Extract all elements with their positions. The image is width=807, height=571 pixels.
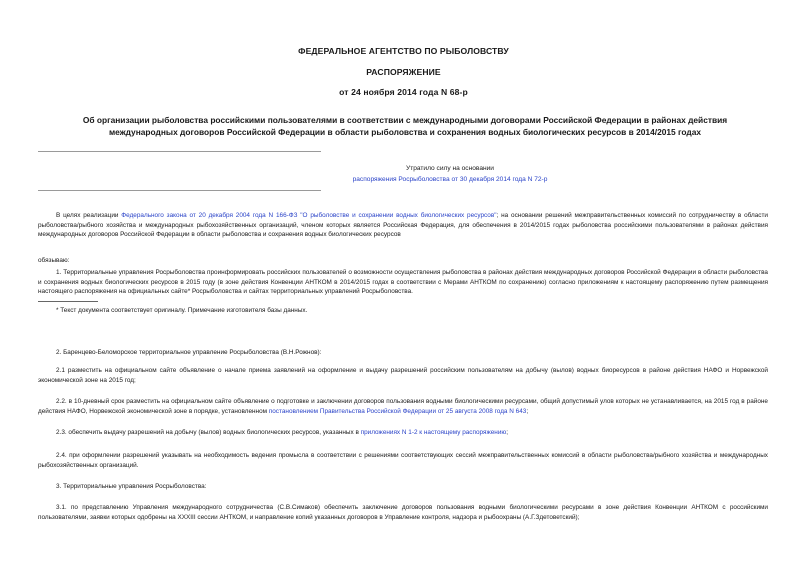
item-2-3-text: 2.3. обеспечить выдачу разрешений на добычу (вылов) водных биологических ресурсов, указанных в [56, 429, 361, 436]
government-decree-link[interactable]: постановлением Правительства Российской Федерации от 25 августа 2008 года N 643 [268, 407, 527, 415]
document-type: РАСПОРЯЖЕНИЕ [366, 67, 441, 77]
preamble-rest: ; на основании решений межправительственных комиссий по сотрудничеству в области рыболовства/рыбного хозяйства и международных рыбохозяйственных организаций, членом которых является Российская Федерация, для обеспечения в 2014/2015 годах рыболовства российскими пользователями в районах действия международных договоров Российской Федерации в области рыболовства и сохранения водных биологических ресурсов [38, 212, 768, 238]
federal-law-link[interactable]: Федерального закона от 20 декабря 2004 года N 166-ФЗ "О рыболовстве и сохранении водных биологических ресурсов" [121, 212, 497, 219]
item-2-3 [38, 428, 768, 438]
divider-top [38, 151, 321, 152]
item-1: 1. Территориальные управления Росрыболовства проинформировать российских пользователей о возможности осуществления рыболовства в районах действия международных договоров Российской Федерации в области рыболовства и сохранения водных биологических ресурсов в 2015 году (в зоне действия Конвенции АНТКОМ в 2014/2015 годах в соответствии с Мерами АНТКОМ по сохранению) согласно приложениям к настоящему распоряжению путем размещения настоящего распоряжения на официальных сайте* Росрыболовства и сайтах территориальных управлений Росрыболовства. [38, 269, 768, 295]
footnote: * Текст документа соответствует оригиналу. Примечание изготовителя базы данных. [56, 307, 308, 314]
item-2-2 [38, 397, 768, 416]
status-note [200, 163, 700, 185]
divider-bottom [38, 190, 321, 191]
document-title [60, 114, 750, 138]
footnote-divider [38, 301, 98, 302]
appendices-link[interactable]: приложениях N 1-2 к настоящему распоряжению [360, 429, 507, 436]
document-date-number: от 24 ноября 2014 года N 68-р [339, 87, 468, 97]
agency-name: ФЕДЕРАЛЬНОЕ АГЕНТСТВО ПО РЫБОЛОВСТВУ [298, 46, 509, 56]
item-2-4: 2.4. при оформлении разрешений указывать на необходимость ведения промысла в соответствии с решениями соответствующих сессий межправительственных комиссий в области рыболовства/рыбного хозяйства и международных рыбохозяйственных организаций. [38, 452, 768, 469]
repeal-order-link[interactable]: распоряжения Росрыболовства от 30 декабря 2014 года N 72-р [352, 176, 548, 183]
item-2-1: 2.1 разместить на официальном сайте объявление о начале приема заявлений на оформление и выдачу разрешений российским пользователям на добычу (вылов) водных биоресурсов в районе действия НАФО и Норвежской экономической зоне на 2015 год; [38, 367, 768, 384]
item-2: 2. Баренцево-Беломорское территориальное управление Росрыболовства (В.Н.Рожнов): [56, 349, 322, 356]
title-line-1: Об организации рыболовства российскими пользователями в соответствии с международными договорами Российской Федерации в районах действия [82, 115, 728, 125]
preamble-prefix: В целях реализации [56, 212, 122, 219]
item-2-3-end: ; [506, 429, 508, 436]
item-2-2-end: ; [526, 407, 529, 415]
item-2-2-text: 2.2. в 10-дневный срок разместить на официальном сайте объявление о подготовке и заключении договоров пользования водными биологическими ресурсами, общий допустимый улов которых не устанавливается, на 2015 год в районе действия НАФО, Норвежской экономической зоне в порядке, установленном [38, 398, 768, 415]
item-3: 3. Территориальные управления Росрыболовства: [56, 483, 207, 490]
status-note-text: Утратило силу на основании [406, 165, 494, 172]
preamble-paragraph [38, 211, 768, 240]
title-line-2: международных договоров Российской Федерации в области рыболовства и сохранения водных биологических ресурсов в 2014/2015 годах [108, 127, 702, 137]
item-3-1: 3.1. по представлению Управления международного сотрудничества (С.В.Симаков) обеспечить заключение договоров пользования водными биологическими ресурсами в зоне действия Конвенции АНТКОМ с российскими пользователями, заявки которых одобрены на XXXIII сессии АНТКОМ, и направление копий указанных договоров в Управление контроля, надзора и рыбоохраны (А.Г.Здетоветский); [38, 504, 768, 521]
obligate-line: обязываю: [38, 257, 70, 264]
